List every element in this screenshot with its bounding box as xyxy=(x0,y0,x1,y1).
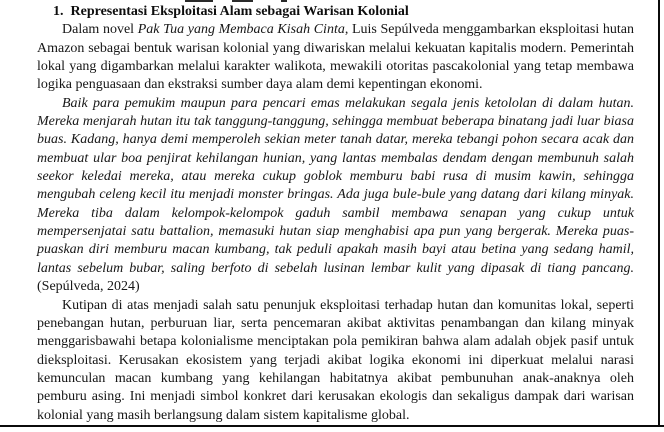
glyph-fragment xyxy=(185,0,213,2)
quote-citation: (Sepúlveda, 2024) xyxy=(37,279,140,295)
intro-text-body: , Luis Sepúlveda menggambarkan eksploitasi hutan Amazon sebagai bentuk warisan kolonial yang diwariskan melalui kekuatan kapitalis modern. Pemerintah lokal yang digambarkan melalui karakter walikota, mewakili otoritas pascakolonial yang tetap membawa logika penguasaan dan ekstraksi sumber daya alam demi kepentingan ekonomi. xyxy=(37,22,634,93)
document-content xyxy=(37,3,634,425)
analysis-text: Kutipan di atas menjadi salah satu penunjuk eksploitasi terhadap hutan dan komunitas lokal, seperti penebangan hutan, perburuan liar, serta pencemaran akibat aktivitas penambangan dan kilang minyak menggarisbawahi betapa kolonialisme menciptakan pola pemikiran bahwa alam adalah objek pasif untuk dieksploitasi. Kerusakan ekosistem yang terjadi akibat logika ekonomi ini diperkuat melalui narasi kemunculan macan kumbang yang kehilangan habitatnya akibat pembunuhan anak-anaknya oleh pemburu asing. Ini menjadi simbol konkret dari kerusakan ekologis dan sekaligus dampak dari warisan kolonial yang masih berlangsung dalam sistem kapitalisme global. xyxy=(37,297,634,423)
intro-paragraph xyxy=(37,21,634,94)
page-right-border xyxy=(658,0,660,427)
glyph-fragment xyxy=(281,0,287,2)
section-heading xyxy=(37,3,634,21)
glyph-fragment xyxy=(232,0,253,2)
block-quote xyxy=(37,95,634,297)
quote-text: Baik para pemukim maupun para pencari emas melakukan segala jenis ketololan di dalam hutan. Mereka menjarah hutan itu tak tanggung-tanggung, sehingga membuat beberapa binatang jadi luar biasa buas. Kadang, hanya demi memperoleh sekian meter tanah datar, mereka tebangi pohon secara acak dan membuat ular boa penjirat kehilangan hunian, yang lantas membalas dendam dengan membunuh salah seekor keledai mereka, atau mereka cukup goblok memburu babi rusa di musim kawin, sehingga mengubah celeng kecil itu menjadi monster bringas. Ada juga bule-bule yang datang dari kilang minyak. Mereka tiba dalam kelompok-kelompok gaduh sambil membawa senapan yang cukup untuk mempersenjatai satu battalion, memasuki hutan siap menghabisi apa pun yang bergerak. Mereka puas-puaskan diri memburu macan kumbang, tak peduli apakah masih bayi atau betina yang sedang hamil, lantas sebelum bubar, saling berfoto di sebelah lusinan lembar kulit yang dipasak di tiang pancang. xyxy=(37,95,634,276)
section-title: Representasi Eksploitasi Alam sebagai Warisan Kolonial xyxy=(70,4,409,19)
analysis-paragraph xyxy=(37,297,634,425)
intro-text-lead: Dalam novel xyxy=(62,22,138,38)
section-number: 1. xyxy=(53,4,64,19)
book-title: Pak Tua yang Membaca Kisah Cinta xyxy=(137,22,345,38)
page-bottom-border xyxy=(0,425,664,427)
